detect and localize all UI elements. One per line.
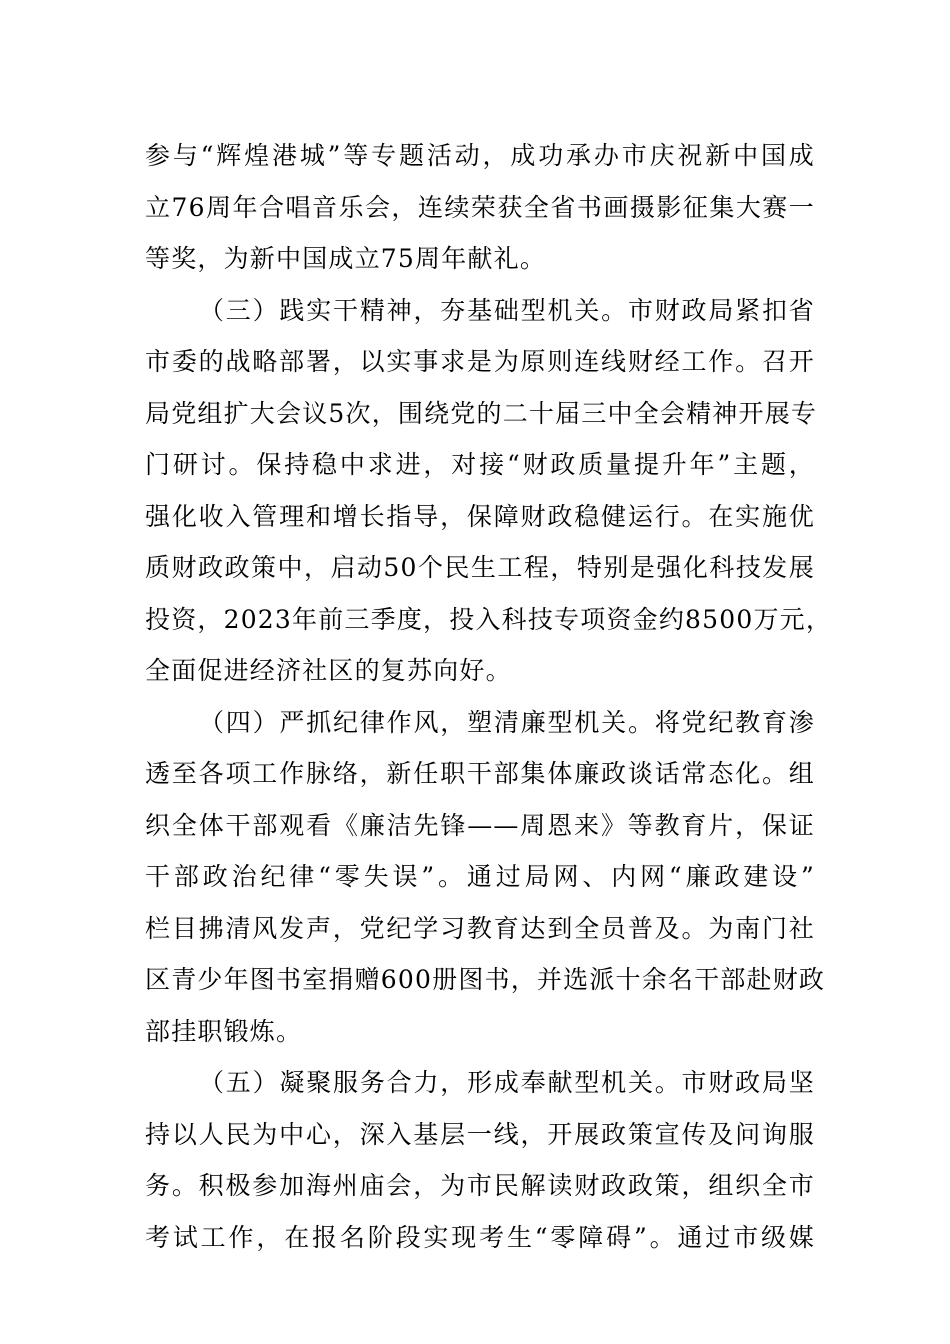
text-line: 区青少年图书室捐赠600册图书，并选派十余名干部赴财政 <box>145 965 826 994</box>
text-line: 持以人民为中心，深入基层一线，开展政策宣传及问询服 <box>145 1119 815 1149</box>
body-text <box>145 130 833 1263</box>
text-line: 市委的战略部署，以实事求是为原则连线财经工作。召开 <box>145 347 815 376</box>
text-line: 投资，2023年前三季度，投入科技专项资金约8500万元， <box>145 604 833 634</box>
text-line: 务。积极参加海州庙会，为市民解读财政政策，组织全市 <box>145 1171 815 1200</box>
text-line: （五）凝聚服务合力，形成奉献型机关。市财政局坚 <box>199 1068 815 1097</box>
text-line: 参与“辉煌港城”等专题活动，成功承办市庆祝新中国成 <box>145 141 815 170</box>
text-line: 等奖，为新中国成立75周年献礼。 <box>145 244 547 273</box>
text-line: 栏目拂清风发声，党纪学习教育达到全员普及。为南门社 <box>145 913 815 943</box>
text-line: 门研讨。保持稳中求进，对接“财政质量提升年”主题， <box>145 450 815 479</box>
text-line: 立76周年合唱音乐会，连续荣获全省书画摄影征集大赛一 <box>145 192 815 222</box>
text-line: 织全体干部观看《廉洁先锋——周恩来》等教育片，保证 <box>145 810 815 840</box>
text-line: 全面促进经济社区的复苏向好。 <box>145 656 512 685</box>
text-line: （三）践实干精神，夯基础型机关。市财政局紧扣省 <box>199 295 815 325</box>
text-line: 干部政治纪律“零失误”。通过局网、内网“廉政建设” <box>145 862 815 891</box>
text-line: 局党组扩大会议5次，围绕党的二十届三中全会精神开展专 <box>145 398 818 428</box>
text-line: 强化收入管理和增长指导，保障财政稳健运行。在实施优 <box>145 501 815 531</box>
text-line: 考试工作，在报名阶段实现考生“零障碍”。通过市级媒 <box>145 1222 815 1252</box>
text-line: 质财政政策中，启动50个民生工程，特别是强化科技发展 <box>145 553 815 582</box>
text-line: （四）严抓纪律作风，塑清廉型机关。将党纪教育渗 <box>199 707 815 737</box>
text-line: 部挂职锻炼。 <box>145 1016 303 1046</box>
text-line: 透至各项工作脉络，新任职干部集体廉政谈话常态化。组 <box>145 759 815 788</box>
